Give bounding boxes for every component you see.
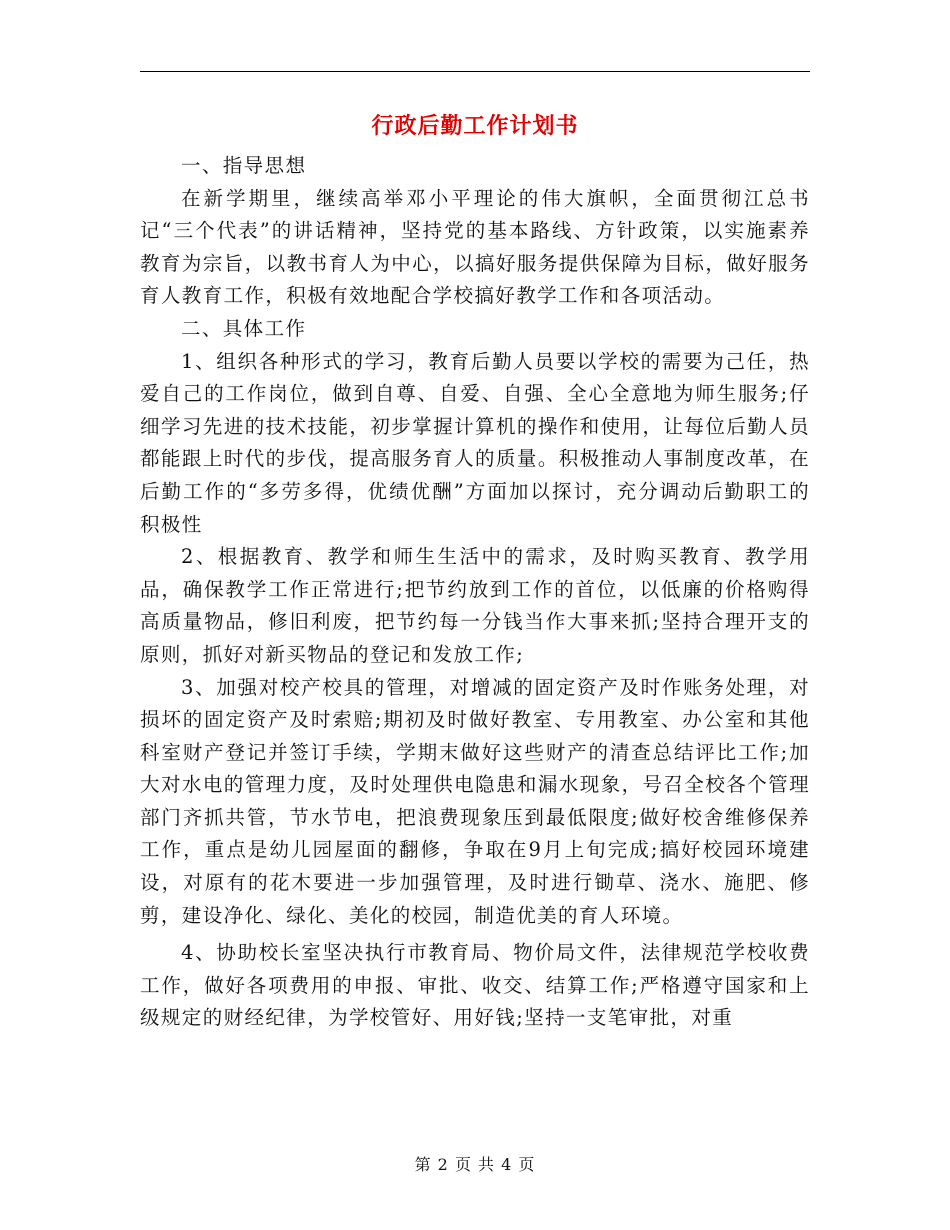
work-item-1: 1、组织各种形式的学习，教育后勤人员要以学校的需要为己任，热爱自己的工作岗位，做到自尊、自爱、自强、全心全意地为师生服务;仔细学习先进的技术技能，初步掌握计算机的操作和使用，让每位后勤人员都能跟上时代的步伐，提高服务育人的质量。积极推动人事制度改革，在后勤工作的“多劳多得，优绩优酬”方面加以探讨，充分调动后勤职工的积极性	[140, 349, 810, 536]
section-heading-specific-work: 二、具体工作	[180, 316, 307, 340]
work-item-3: 3、加强对校产校具的管理，对增减的固定资产及时作账务处理，对损坏的固定资产及时索赔;期初及时做好教室、专用教室、办公室和其他科室财产登记并签订手续，学期末做好这些财产的清查总结评比工作;加大对水电的管理力度，及时处理供电隐患和漏水现象，号召全校各个管理部门齐抓共管，节水节电，把浪费现象压到最低限度;做好校舍维修保养工作，重点是幼儿园屋面的翻修，争取在9月上旬完成;搞好校园环境建设，对原有的花木要进一步加强管理，及时进行锄草、浇水、施肥、修剪，建设净化、绿化、美化的校园，制造优美的育人环境。	[140, 675, 810, 927]
header-rule	[140, 71, 810, 72]
work-item-2: 2、根据教育、教学和师生生活中的需求，及时购买教育、教学用品，确保教学工作正常进行;把节约放到工作的首位，以低廉的价格购得高质量物品，修旧利废，把节约每一分钱当作大事来抓;坚持合理开支的原则，抓好对新买物品的登记和发放工作;	[140, 545, 810, 666]
document-title: 行政后勤工作计划书	[371, 113, 579, 139]
document-body	[140, 150, 810, 1035]
paragraph-guiding-ideology: 在新学期里，继续高举邓小平理论的伟大旗帜，全面贯彻江总书记“三个代表”的讲话精神，坚持党的基本路线、方针政策，以实施素养教育为宗旨，以教书育人为中心，以搞好服务提供保障为目标，做好服务育人教育工作，积极有效地配合学校搞好教学工作和各项活动。	[140, 186, 810, 308]
work-item-4: 4、协助校长室坚决执行市教育局、物价局文件，法律规范学校收费工作，做好各项费用的申报、审批、收交、结算工作;严格遵守国家和上级规定的财经纪律，为学校管好、用好钱;坚持一支笔审批，对重	[140, 941, 810, 1030]
section-heading-guiding-ideology: 一、指导思想	[180, 154, 307, 177]
page-number: 第 2 页 共 4 页	[414, 1155, 536, 1174]
